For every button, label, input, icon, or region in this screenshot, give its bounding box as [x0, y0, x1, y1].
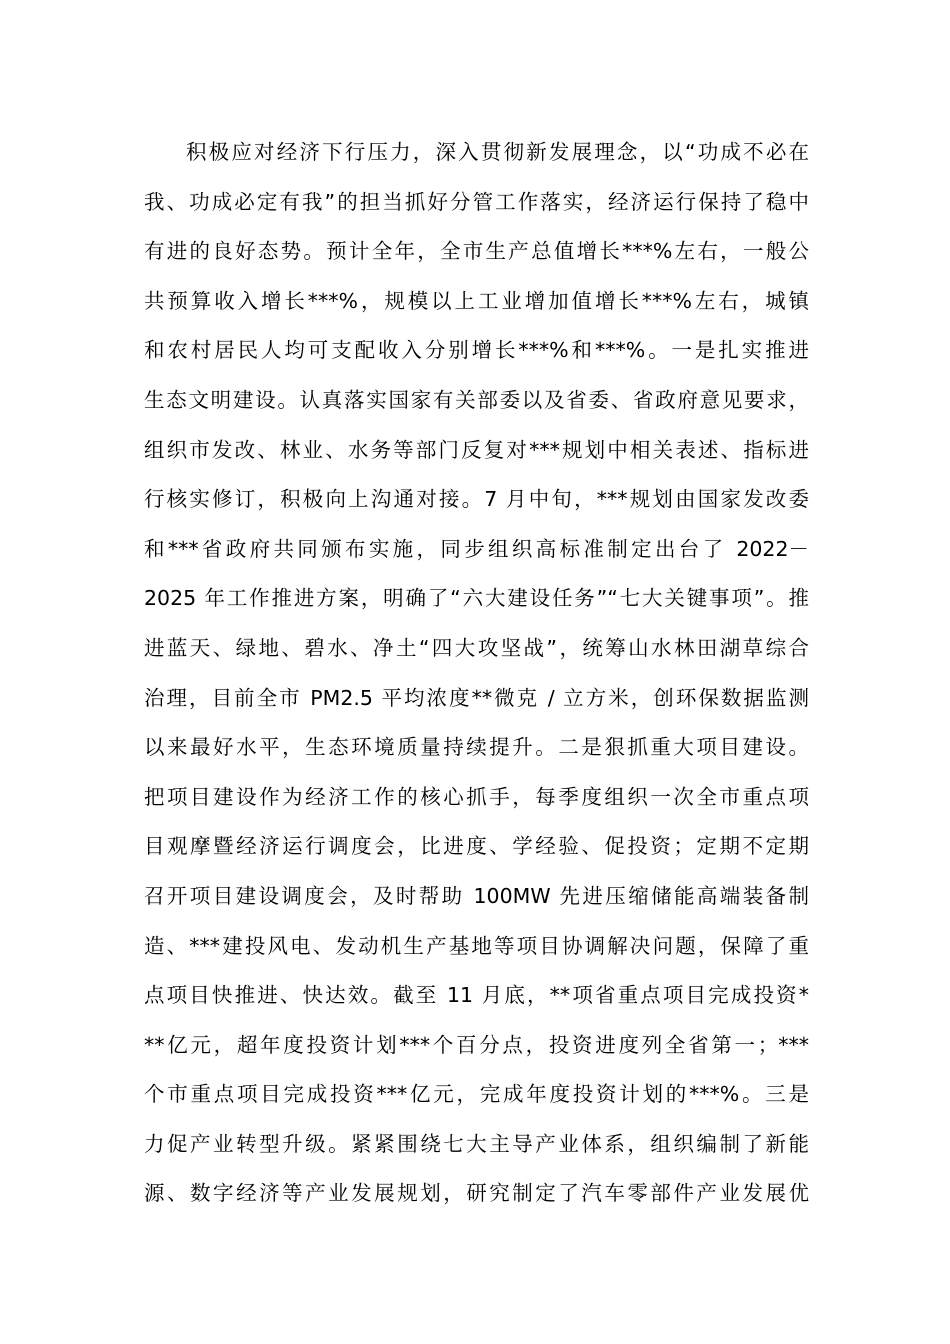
body-paragraph: [144, 128, 809, 1219]
text-line-6: 生态文明建设。认真落实国家有关部委以及省委、省政府意见要求，: [144, 387, 809, 412]
text-line-8: 行核实修订，积极向上沟通对接。7 月中旬，***规划由国家发改委: [144, 487, 809, 512]
text-line-16: 召开项目建设调度会，及时帮助 100MW 先进压缩储能高端装备制: [144, 883, 809, 908]
text-line-21: 力促产业转型升级。紧紧围绕七大主导产业体系，组织编制了新能: [144, 1131, 809, 1156]
text-line-7: 组织市发改、林业、水务等部门反复对***规划中相关表述、指标进: [144, 437, 809, 462]
text-line-1: 积极应对经济下行压力，深入贯彻新发展理念，以“功成不必在: [186, 140, 809, 164]
text-line-9: 和***省政府共同颁布实施，同步组织高标准制定出台了 2022－: [144, 536, 809, 561]
text-line-11: 进蓝天、绿地、碧水、净土“四大攻坚战”，统筹山水林田湖草综合: [144, 635, 809, 660]
text-line-15: 目观摩暨经济运行调度会，比进度、学经验、促投资；定期不定期: [144, 834, 809, 859]
text-line-18: 点项目快推进、快达效。截至 11 月底，**项省重点项目完成投资*: [144, 983, 809, 1008]
text-line-22: 源、数字经济等产业发展规划，研究制定了汽车零部件产业发展优: [144, 1181, 809, 1206]
text-line-12: 治理，目前全市 PM2.5 平均浓度**微克 / 立方米，创环保数据监测: [144, 685, 809, 710]
text-line-19: **亿元，超年度投资计划***个百分点，投资进度列全省第一；***: [144, 1032, 809, 1057]
text-line-13: 以来最好水平，生态环境质量持续提升。二是狠抓重大项目建设。: [144, 735, 809, 760]
text-line-20: 个市重点项目完成投资***亿元，完成年度投资计划的***%。三是: [144, 1082, 809, 1107]
text-line-14: 把项目建设作为经济工作的核心抓手，每季度组织一次全市重点项: [144, 784, 809, 809]
text-line-10: 2025 年工作推进方案，明确了“六大建设任务”“七大关键事项”。推: [144, 586, 809, 611]
text-line-17: 造、***建投风电、发动机生产基地等项目协调解决问题，保障了重: [144, 933, 809, 958]
text-line-3: 有进的良好态势。预计全年，全市生产总值增长***%左右，一般公: [144, 239, 809, 264]
text-line-5: 和农村居民人均可支配收入分别增长***%和***%。一是扎实推进: [144, 338, 809, 363]
text-line-2: 我、功成必定有我”的担当抓好分管工作落实，经济运行保持了稳中: [144, 189, 809, 214]
text-line-4: 共预算收入增长***%，规模以上工业增加值增长***%左右，城镇: [144, 288, 809, 313]
